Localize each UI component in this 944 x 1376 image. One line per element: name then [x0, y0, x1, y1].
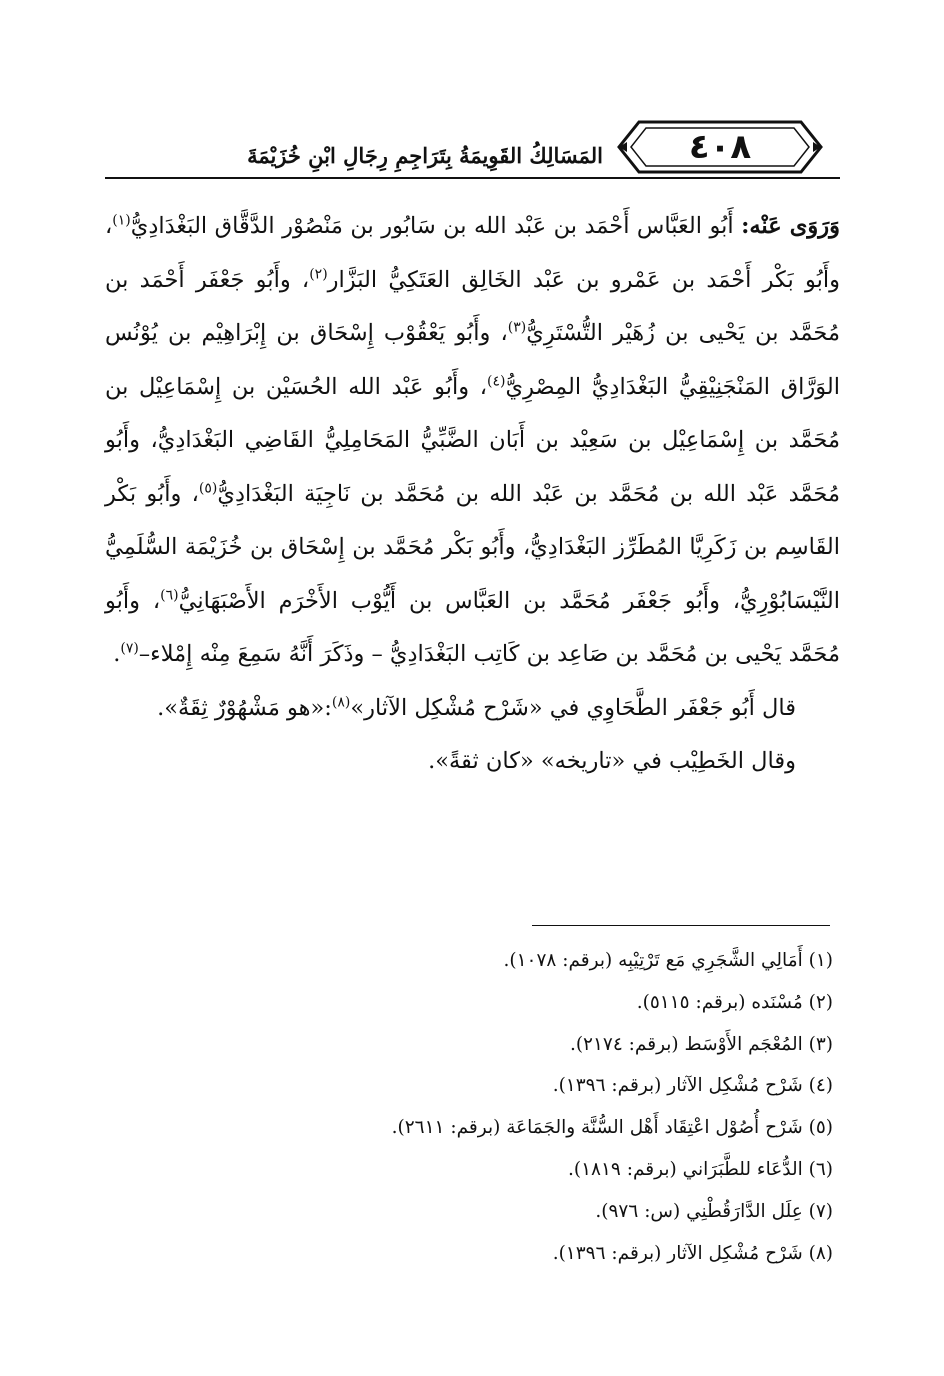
narrators-lead: وَرَوَى عَنْه: [741, 213, 841, 239]
footnote-3: (٣) المُعْجَم الأَوْسَط (برقم: ٢١٧٤). [569, 1033, 833, 1055]
narrators-segment: ، وأَبُو مُحَمَّد يَحْيى بن مُحَمَّد بن صَاعِد بن كَاتِب البَغْدَادِيُّ – وذَكَرَ أَنَّهُ سَمِعَ مِنْه إِمْلاء– [105, 587, 840, 667]
khatib-paragraph [105, 735, 840, 789]
footnote-separator [532, 925, 830, 926]
narrators-segment: ، وأَبُو بَكْر القَاسِم بن زَكَرِيَّا المُطَرِّز البَغْدَادِيُّ، وأَبُو بَكْر مُحَمَّد بن إِسْحَاق بن خُزَيْمَة السُّلَمِيُّ النَّيْسَابُوْرِيُّ، وأَبُو جَعْفَر مُحَمَّد بن العَبَّاس بن أَيُّوْب الأَخْرَم الأَصْبَهَانِيُّ [105, 480, 840, 614]
footnote-ref-8[interactable]: (٨) [331, 694, 351, 710]
footnote-7: (٧) عِلَل الدَّارَقُطْنِي (س: ٩٧٦). [595, 1200, 833, 1222]
footnotes [105, 940, 833, 1274]
footnote-ref-1[interactable]: (١) [112, 212, 131, 229]
narrators-segment: ، وأَبُو يَعْقُوْب إِسْحَاق بن إِبْرَاهِيْم بن يُوْنُس الوَرَّاق المَنْجَنِيْقِيُّ البَغْدَادِيُّ المِصْرِيُّ [105, 320, 840, 400]
tahawi-quote: :«هو مَشْهُوْرٌ ثِقَةٌ». [157, 694, 332, 721]
page-header [105, 118, 840, 178]
khatib-text: وقال الخَطِيْب في «تاريخه» «كان ثقةً». [428, 748, 796, 774]
footnote-ref-3[interactable]: (٣) [507, 319, 527, 336]
footnote-ref-6[interactable]: (٦) [160, 587, 179, 603]
footnote-6: (٦) الدُّعَاء للطَّبَرَاني (برقم: ١٨١٩). [567, 1158, 833, 1180]
narrators-paragraph [105, 200, 840, 682]
page-number: ٤٠٨ [688, 127, 752, 167]
footnote-4: (٤) شَرْح مُشْكِل الآثار (برقم: ١٣٩٦). [552, 1075, 833, 1097]
footnote-2: (٢) مُسْنَده (برقم: ٥١١٥). [636, 991, 833, 1013]
header-rule [105, 177, 840, 179]
footnote-ref-5[interactable]: (٥) [198, 480, 218, 496]
footnote-ref-7[interactable]: (٧) [120, 640, 139, 657]
footnote-ref-4[interactable]: (٤) [487, 373, 506, 389]
main-text [105, 200, 840, 789]
footnote-5: (٥) شَرْح أُصُوْل اعْتِقَاد أَهْل السُّنَّة والجَمَاعَة (برقم: ٢٦١١). [391, 1117, 833, 1139]
tahawi-text: قال أَبُو جَعْفَر الطَّحَاوِي في «شَرْح مُشْكِل الآثار» [350, 694, 796, 721]
footnote-ref-2[interactable]: (٢) [309, 266, 328, 282]
narrators-segment: ، وأَبُو بَكْر أَحْمَد بن عَمْرو بن عَبْد الخَالِق العَتَكِيُّ البَزَّار [105, 213, 840, 293]
footnote-8: (٨) شَرْح مُشْكِل الآثار (برقم: ١٣٩٦). [552, 1242, 833, 1264]
narrators-segment: . [113, 641, 121, 667]
running-title: المَسَالِكُ القَوِيمَةُ بِتَرَاجِمِ رِجَالِ ابْنِ خُزَيْمَةَ [247, 143, 603, 168]
page-number-frame [615, 118, 825, 176]
tahawi-paragraph [105, 682, 840, 736]
footnote-1: (١) أَمَالِي الشَّجَرِي مَع تَرْتِيْبِه (برقم: ١٠٧٨). [503, 950, 833, 971]
narrators-segment: ، وأَبُو عَبْد الله الحُسَيْن بن إِسْمَاعِيْل بن مُحَمَّد بن إِسْمَاعِيْل بن سَعِيْد بن أَبَان الضَّبِّيُّ المَحَامِلِيُّ القَاضِي البَغْدَادِيُّ، وأَبُو مُحَمَّد عَبْد الله بن مُحَمَّد بن عَبْد الله بن مُحَمَّد بن نَاجِيَة البَغْدَادِيُّ [105, 373, 840, 507]
narrators-segment: أَبُو العَبَّاس أَحْمَد بن عَبْد الله بن سَابُور بن مَنْصُوْر الدَّقَّاق البَغْدَادِيُّ [130, 213, 742, 239]
narrators-segment: ، وأَبُو جَعْفَر أَحْمَد بن مُحَمَّد بن يَحْيى بن زُهَيْر التُّسْتَرِيُّ [105, 266, 840, 346]
